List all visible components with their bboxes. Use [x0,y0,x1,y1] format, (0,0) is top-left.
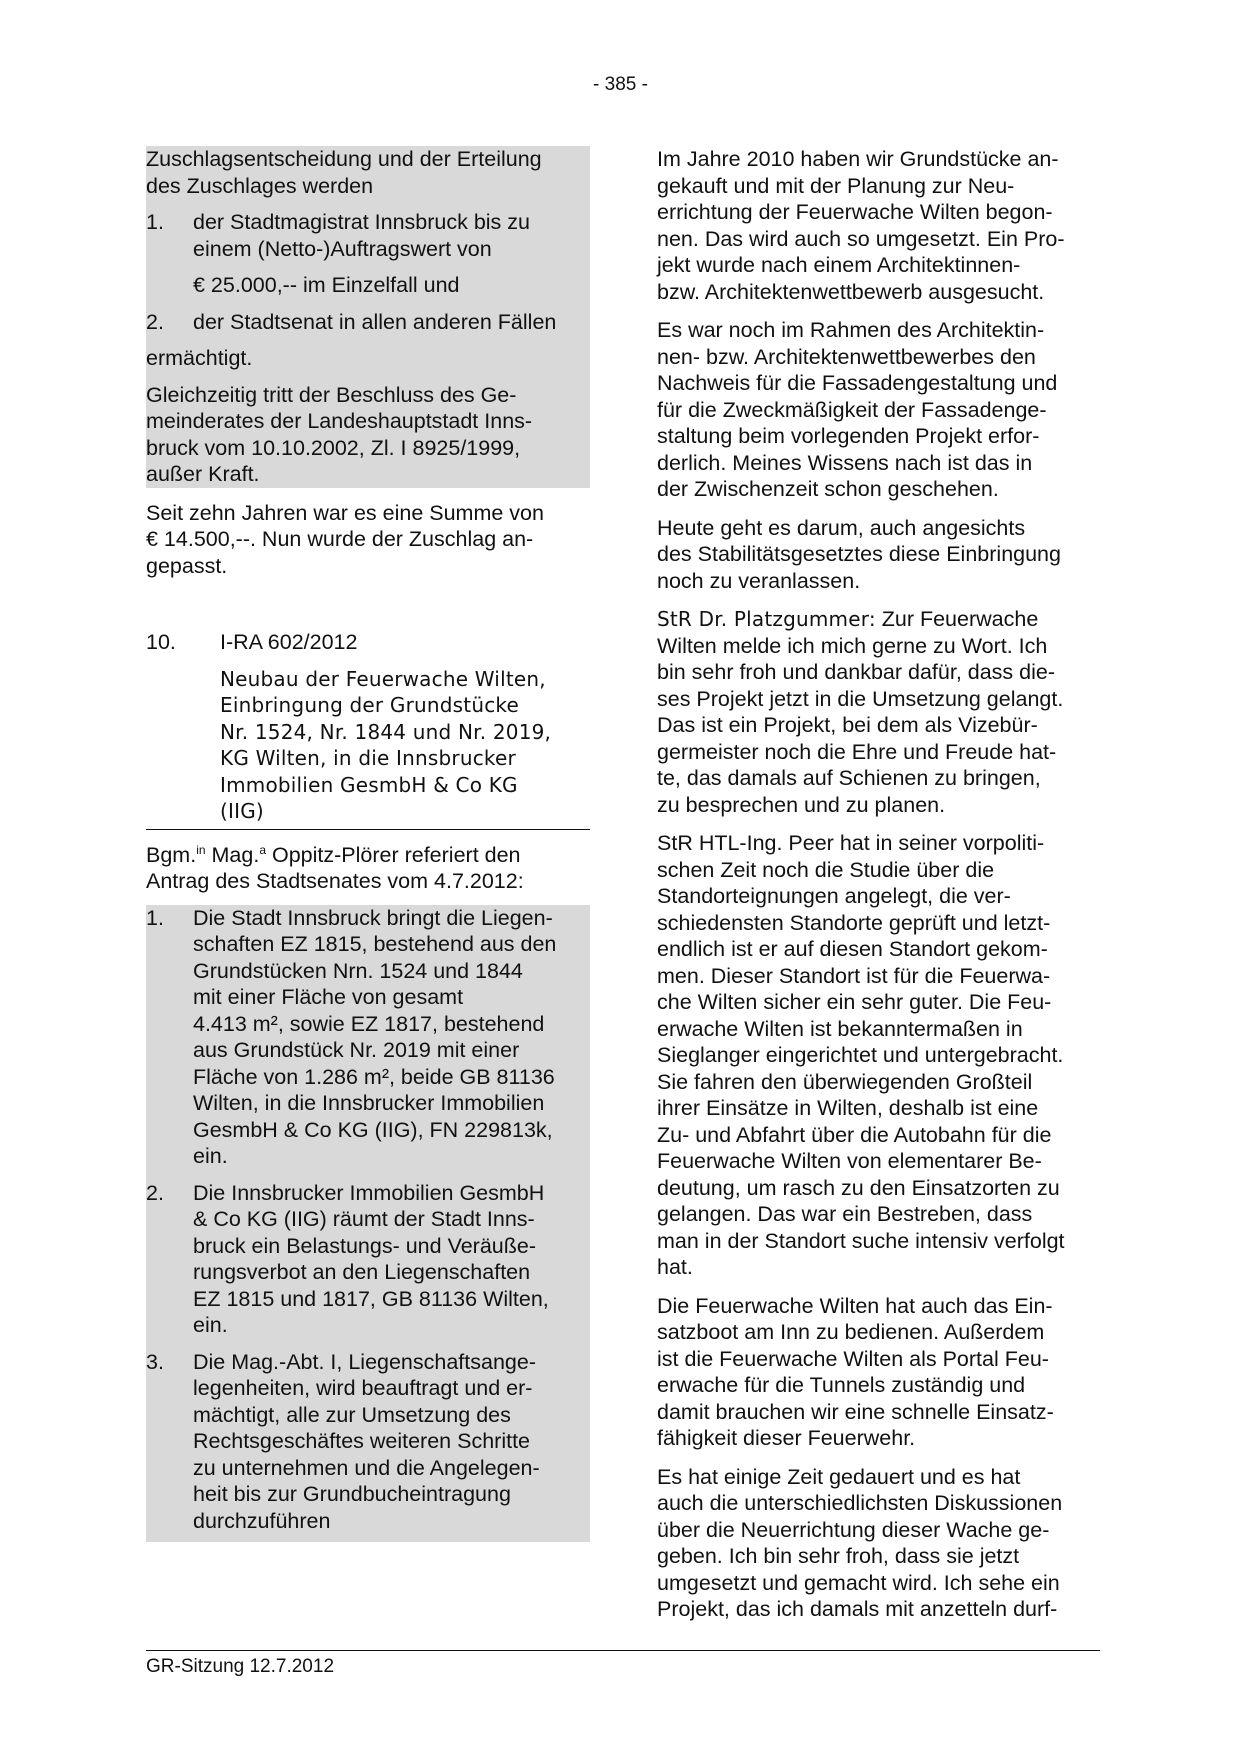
title-divider [146,829,590,830]
paragraph: Die Feuerwache Wilten hat auch das Ein- satzboot am Inn zu bedienen. Außerdem ist die Feuerwache Wilten als Portal Feu- erwache für die Tunnels zuständig und damit brauchen wir eine schnelle Einsatz- fähigkeit dieser Feuerwehr. [657,1293,1054,1450]
list-item: 2. der Stadtsenat in allen anderen Fällen [146,309,557,334]
speaker-name: StR Dr. Platzgummer: [657,607,876,631]
agenda-item-reference: I-RA 602/2012 [220,630,358,654]
agenda-item [146,629,590,830]
motion-item: 1. Die Stadt Innsbruck bringt die Liegen- schaften EZ 1815, bestehend aus den Grundstücken Nrn. 1524 und 1844 mit einer Fläche von gesamt 4.413 m², sowie EZ 1817, bestehend aus Grundstück Nr. 2019 mit einer Fläche von 1.286 m², beide GB 81136 Wilten, in die Innsbrucker Immobilien GesmbH & Co KG (IIG), FN 229813k, ein. [146,905,557,1168]
comment-paragraph: Seit zehn Jahren war es eine Summe von € 14.500,--. Nun wurde der Zuschlag an- gepasst. [146,500,544,578]
paragraph: Es war noch im Rahmen des Architektin- nen- bzw. Architektenwettbewerbes den Nachweis für die Fassadengestaltung und für die Zweckmäßigkeit der Fassadenge- staltung beim vorlegenden Projekt erfor- derlich. Meines Wissens nach ist das in der Zwischenzeit schon geschehen. [657,318,1058,501]
paragraph: Heute geht es darum, auch angesichts des Stabilitätsgesetztes diese Einbringung noch zu veranlassen. [657,515,1061,593]
paragraph: Es hat einige Zeit gedauert und es hat auch die unterschiedlichsten Diskussionen über die Neuerrichtung dieser Wache ge- geben. Ich bin sehr froh, dass sie jetzt umgesetzt und gemacht wird. Ich sehe ein Projekt, das ich damals mit anzetteln durf- [657,1464,1063,1621]
intro-paragraph: Zuschlagsentscheidung und der Erteilung des Zuschlages werden [146,147,542,198]
page-number: - 385 - [593,74,648,95]
footer-session-date: GR-Sitzung 12.7.2012 [146,1656,335,1677]
paragraph: StR HTL-Ing. Peer hat in seiner vorpoliti- schen Zeit noch die Studie über die Standorteignungen angelegt, die ver- schiedensten Standorte geprüft und letzt- endlich ist er auf diesen Standort gekom- men. Dieser Standort ist für die Feuerwa- che Wilten sicher ein sehr guter. Die Feu- erwache Wilten ist bekanntermaßen in Sieglanger eingerichtet und untergebracht. Sie fahren den überwiegenden Großteil ihrer Einsätze in Wilten, deshalb ist eine Zu- und Abfahrt über die Autobahn für die Feuerwache Wilten von elementarer Be- deutung, um rasch zu den Einsatzorten zu gelangen. Das war ein Bestreben, dass man in der Standort suche intensiv verfolgt hat. [657,831,1065,1279]
footer-divider [146,1650,1100,1651]
shaded-resolution-block [146,146,590,488]
empowered-line: ermächtigt. [146,346,253,370]
left-column [146,146,590,1542]
amount-line: € 25.000,-- im Einzelfall und [193,273,460,297]
agenda-item-title: Neubau der Feuerwache Wilten, Einbringung der Grundstücke Nr. 1524, Nr. 1844 und Nr. 2019, KG Wilten, in die Innsbrucker Immobilien GesmbH & Co KG (IIG) [220,666,552,823]
paragraph: Im Jahre 2010 haben wir Grundstücke an- gekauft und mit der Planung zur Neu- errichtung der Feuerwache Wilten begon- nen. Das wird auch so umgesetzt. Ein Pro- jekt wurde nach einem Architektinnen- bzw. Architektenwettbewerb ausgesucht. [657,147,1065,304]
repeal-paragraph: Gleichzeitig tritt der Beschluss des Ge- meinderates der Landeshauptstadt Inns- bruck vom 10.10.2002, Zl. I 8925/1999, außer Kraft. [146,382,533,486]
motion-item: 3. Die Mag.-Abt. I, Liegenschaftsange- legenheiten, wird beauftragt und er- mächtigt, alle zur Umsetzung des Rechtsgeschäftes weiteren Schritte zu unternehmen und die Angelegen- heit bis zur Grundbucheintragung durchzuführen [146,1349,540,1533]
speaker-paragraph: StR Dr. Platzgummer: Zur Feuerwache Wilten melde ich mich gerne zu Wort. Ich bin sehr froh und dankbar dafür, dass die- ses Projekt jetzt in die Umsetzung gelangt. Das ist ein Projekt, bei dem als Vizebür- germeister noch die Ehre und Freude hat- te, das damals auf Schienen zu bringen, zu besprechen und zu planen. [657,607,1064,817]
speaker-intro: Bgm.$^{in}$ Mag.$^a$ Oppitz-Plörer referiert den Antrag des Stadtsenates vom 4.7.2012: [146,842,524,893]
motion-item: 2. Die Innsbrucker Immobilien GesmbH & Co KG (IIG) räumt der Stadt Inns- bruck ein Belastungs- und Veräuße- rungsverbot an den Liegenschaften EZ 1815 und 1817, GB 81136 Wilten, ein. [146,1180,549,1337]
right-column [657,146,1097,1623]
agenda-item-header [146,629,590,656]
agenda-item-number: 10. [146,630,176,654]
motion-block [146,905,590,1543]
list-item: 1. der Stadtmagistrat Innsbruck bis zu einem (Netto-)Auftragswert von [146,210,530,261]
